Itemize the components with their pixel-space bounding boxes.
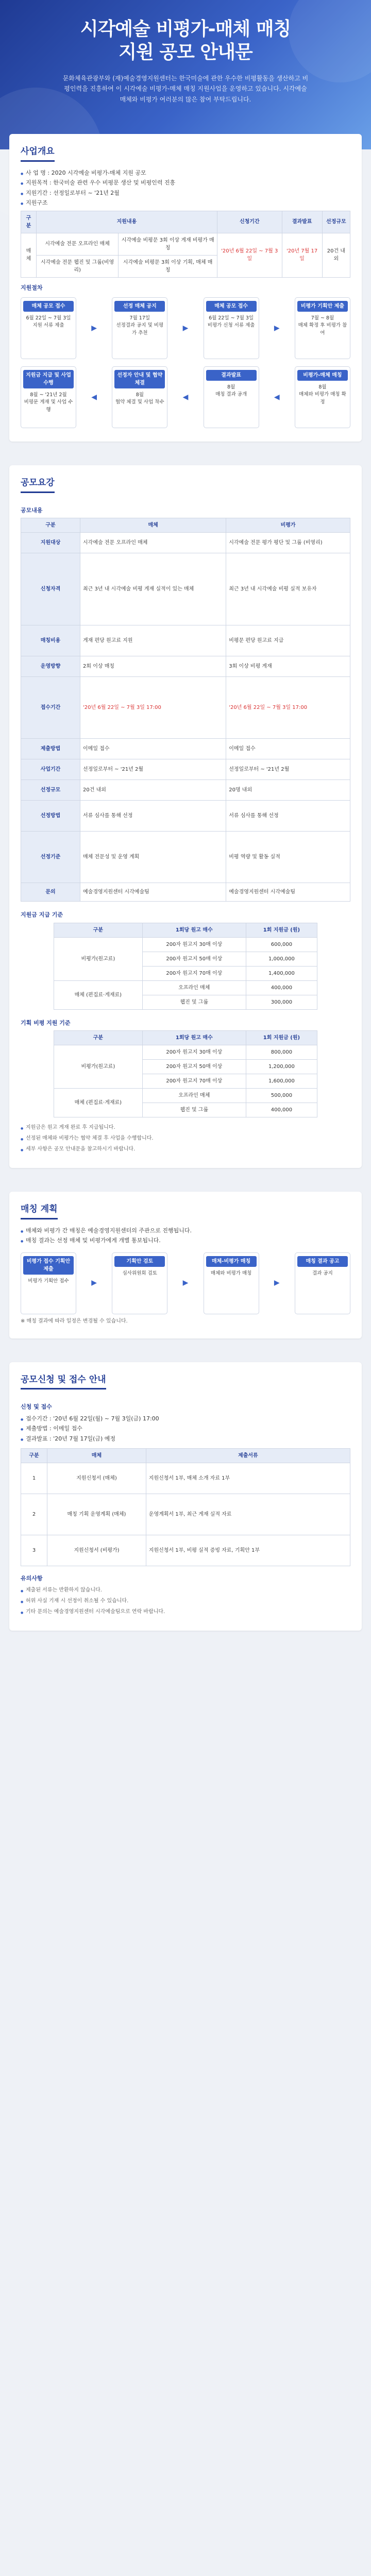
process-step	[112, 297, 167, 359]
process-step	[112, 366, 167, 428]
table-row	[21, 739, 350, 759]
step-desc: 지원 서류 제출	[32, 323, 64, 329]
table-cell: 매체 전문성 및 운영 계획	[80, 832, 226, 883]
step-title: 지원금 지급 및 사업수행	[23, 370, 74, 388]
table-cell: 비평가(원고료)	[54, 1045, 143, 1089]
row-header: 지원대상	[21, 533, 80, 553]
table-cell: 300,000	[246, 995, 317, 1009]
support-label-2: 기획 비평 지원 기준	[21, 1019, 71, 1026]
table-cell: '20년 6월 22일 ~ 7월 3일	[217, 233, 282, 277]
col-header: 매체	[47, 1449, 146, 1463]
step-date: 6월 22일 ~ 7월 3일	[209, 315, 254, 321]
table-cell: 20명 내외	[226, 780, 350, 801]
col-header: 구분	[54, 923, 143, 937]
table-cell: 3	[21, 1535, 47, 1566]
col-header: 1회 지원금 (원)	[246, 1031, 317, 1045]
process-label: 지원절차	[21, 284, 43, 291]
step-title: 매체 공모 접수	[23, 301, 74, 312]
table-cell: 비평 역량 및 활동 실적	[226, 832, 350, 883]
row-header: 선정방법	[21, 801, 80, 832]
table-row	[21, 759, 350, 780]
col-header: 비평가	[226, 518, 350, 533]
row-header: 신청자격	[21, 553, 80, 625]
row-header: 운영방향	[21, 656, 80, 677]
table-cell: 20건 내외	[322, 233, 350, 277]
table-row	[54, 1045, 317, 1060]
arrow-left-icon: ◀	[91, 393, 97, 401]
row-header: 문의	[21, 883, 80, 902]
process-flow-1	[21, 297, 350, 359]
table-cell: 지원신청서 (매체)	[47, 1463, 146, 1494]
table-row	[21, 533, 350, 553]
step-date: 8월	[318, 384, 327, 390]
table-cell: 웹진 및 그룹	[142, 1103, 246, 1117]
col-header: 지원내용	[36, 211, 217, 233]
table-cell: 400,000	[246, 980, 317, 995]
step-desc: 매칭 결과 공개	[215, 392, 247, 398]
table-cell: 2회 이상 매칭	[80, 656, 226, 677]
table-cell: 1,600,000	[246, 1074, 317, 1089]
apply-sub-2: 유의사항	[21, 1575, 43, 1582]
table-row	[21, 832, 350, 883]
col-header: 1회 지원금 (원)	[246, 923, 317, 937]
matching-step	[112, 1252, 167, 1314]
step-title: 결과발표	[206, 370, 257, 381]
step-desc: 심사위원회 검토	[122, 1270, 157, 1276]
table-cell: '20년 6월 22일 ~ 7월 3일 17:00	[226, 677, 350, 739]
step-date: 8월	[227, 384, 235, 390]
table-cell: 1	[21, 1463, 47, 1494]
arrow-right-icon: ▶	[274, 1279, 280, 1287]
table-row	[21, 656, 350, 677]
table-cell: 오프라인 매체	[142, 1089, 246, 1103]
overview-table	[21, 211, 350, 278]
table-cell: 최근 3년 내 시각예술 비평 실적 보유자	[226, 553, 350, 625]
row-header: 제출방법	[21, 739, 80, 759]
col-header: 신청기간	[217, 211, 282, 233]
table-cell: 예술경영지원센터 시각예술팀	[226, 883, 350, 902]
matching-flow	[21, 1252, 350, 1314]
arrow-right-icon: ▶	[274, 324, 280, 332]
table-cell: 매칭 기획 운영계획 (매체)	[47, 1494, 146, 1535]
table-row	[21, 677, 350, 739]
process-step	[295, 366, 350, 428]
overview-item: ● 지원구조	[21, 199, 350, 208]
table-row	[21, 233, 350, 255]
apply-heading: 공모신청 및 접수 안내	[21, 1374, 106, 1390]
table-cell: 비평문 편당 원고료 지급	[226, 625, 350, 656]
overview-heading: 사업개요	[21, 145, 55, 162]
table-row	[54, 980, 317, 995]
title-line-1: 시각예술 비평가-매체 매칭	[80, 19, 291, 40]
table-cell: 지원신청서 1부, 비평 실적 증빙 자료, 기획안 1부	[146, 1535, 350, 1566]
table-cell: 선정일로부터 ~ '21년 2월	[80, 759, 226, 780]
arrow-right-icon: ▶	[182, 324, 189, 332]
step-title: 매칭 결과 공고	[297, 1256, 348, 1267]
table-cell: 시각예술 전문 웹진 및 그룹(비영리)	[36, 255, 119, 277]
overview-card	[9, 134, 362, 442]
table-row	[21, 1535, 350, 1566]
note-item: ● 지원금은 원고 게재 완료 후 지급됩니다.	[21, 1124, 350, 1131]
matching-step	[295, 1252, 350, 1314]
row-header: 선정규모	[21, 780, 80, 801]
matching-item: ● 매체와 비평가 간 매칭은 예술경영지원센터의 주관으로 진행됩니다.	[21, 1227, 350, 1235]
step-title: 비평가-매체 매칭	[297, 370, 348, 381]
table-row	[21, 625, 350, 656]
table-cell: 이메일 접수	[226, 739, 350, 759]
process-step	[295, 297, 350, 359]
table-cell: 매체 (편집료·게재료)	[54, 1089, 143, 1117]
recruit-notes	[21, 1124, 350, 1153]
apply-sub-1: 신청 및 접수	[21, 1403, 52, 1410]
step-title: 매체-비평가 매칭	[206, 1256, 257, 1267]
table-cell: 1,000,000	[246, 952, 317, 966]
table-cell: 오프라인 매체	[142, 980, 246, 995]
col-header: 결과발표	[282, 211, 322, 233]
document-table	[21, 1448, 350, 1566]
title-line-2: 지원 공모 안내문	[119, 42, 252, 63]
matching-heading: 매칭 계획	[21, 1203, 58, 1219]
step-desc: 결과 공지	[312, 1270, 333, 1276]
matching-step	[21, 1252, 76, 1314]
step-desc: 비평가 기획안 접수	[28, 1278, 69, 1284]
col-header: 제출서류	[146, 1449, 350, 1463]
table-cell: 지원신청서 (비평가)	[47, 1535, 146, 1566]
col-header: 구분	[21, 211, 37, 233]
recruit-card	[9, 465, 362, 1168]
overview-list	[21, 169, 350, 208]
table-row	[21, 1463, 350, 1494]
apply-item: ● 결과발표 : '20년 7월 17일(금) 예정	[21, 1435, 350, 1444]
process-step	[204, 297, 259, 359]
table-cell: 운영계획서 1부, 최근 게재 실적 자료	[146, 1494, 350, 1535]
note-item: ● 허위 사실 기재 시 선정이 취소될 수 있습니다.	[21, 1597, 350, 1605]
row-header: 선정기준	[21, 832, 80, 883]
support-label: 지원금 지급 기준	[21, 911, 63, 918]
note-item: ● 제출된 서류는 반환하지 않습니다.	[21, 1586, 350, 1594]
process-step	[21, 297, 76, 359]
step-desc: 협약 체결 및 사업 착수	[115, 399, 164, 405]
apply-list	[21, 1415, 350, 1444]
step-desc: 비평가 신청 서류 제출	[207, 323, 255, 329]
matching-list	[21, 1227, 350, 1245]
support-table-2	[54, 1030, 317, 1117]
col-header: 1회당 원고 매수	[142, 1031, 246, 1045]
matching-step	[204, 1252, 259, 1314]
arrow-left-icon: ◀	[182, 393, 189, 401]
col-header: 매체	[80, 518, 226, 533]
recruit-table	[21, 518, 350, 902]
table-cell: 1,400,000	[246, 966, 317, 980]
table-cell: 매체	[21, 233, 37, 277]
table-cell: 600,000	[246, 937, 317, 952]
table-cell: '20년 6월 22일 ~ 7월 3일 17:00	[80, 677, 226, 739]
col-header: 구분	[54, 1031, 143, 1045]
step-desc: 선정결과 공지 및 비평가 추천	[116, 323, 164, 336]
table-row	[21, 553, 350, 625]
table-cell: 이메일 접수	[80, 739, 226, 759]
table-cell: 시각예술 비평문 3회 이상 기획, 매체 매칭	[119, 255, 217, 277]
step-title: 비평가 기획안 제출	[297, 301, 348, 312]
note-item: ● 선정된 매체와 비평가는 협약 체결 후 사업을 수행합니다.	[21, 1134, 350, 1142]
table-cell: 게재 편당 원고료 지원	[80, 625, 226, 656]
arrow-right-icon: ▶	[91, 324, 97, 332]
hero-banner	[0, 0, 371, 149]
step-desc: 비평문 게재 및 사업 수행	[24, 399, 73, 413]
table-cell: 서류 심사를 통해 선정	[226, 801, 350, 832]
table-cell: 200자 원고지 50매 이상	[142, 1060, 246, 1074]
arrow-right-icon: ▶	[182, 1279, 189, 1287]
recruit-heading: 공모요강	[21, 477, 55, 493]
overview-item: ● 지원기간 : 선정일로부터 ~ '21년 2월	[21, 189, 350, 198]
table-cell: 200자 원고지 70매 이상	[142, 1074, 246, 1089]
table-cell: 3회 이상 비평 게재	[226, 656, 350, 677]
arrow-right-icon: ▶	[91, 1279, 97, 1287]
apply-notes	[21, 1586, 350, 1616]
section-label: 공모내용	[21, 506, 43, 514]
table-row	[21, 883, 350, 902]
table-cell: 웹진 및 그룹	[142, 995, 246, 1009]
matching-footnote: ※ 매칭 결과에 따라 일정은 변경될 수 있습니다.	[21, 1318, 128, 1324]
step-date: 7월 ~ 8월	[311, 315, 334, 321]
table-cell: 시각예술 전문 오프라인 매체	[36, 233, 119, 255]
table-cell: 20건 내외	[80, 780, 226, 801]
col-header: 구분	[21, 518, 80, 533]
table-cell: 시각예술 전문 평가 평단 및 그룹 (비영리)	[226, 533, 350, 553]
overview-item: ● 사 업 명 : 2020 시각예술 비평가-매체 지원 공모	[21, 169, 350, 178]
table-cell: 400,000	[246, 1103, 317, 1117]
apply-item: ● 제출방법 : 이메일 접수	[21, 1425, 350, 1433]
table-cell: 시각예술 전문 오프라인 매체	[80, 533, 226, 553]
table-row	[21, 780, 350, 801]
table-cell: 최근 3년 내 시각예술 비평 게재 실적이 있는 매체	[80, 553, 226, 625]
table-row	[54, 937, 317, 952]
table-cell: 예술경영지원센터 시각예술팀	[80, 883, 226, 902]
step-title: 기획안 검토	[114, 1256, 165, 1267]
step-date: 6월 22일 ~ 7월 3일	[26, 315, 71, 321]
step-title: 선정자 안내 및 협약 체결	[114, 370, 165, 388]
table-cell: 선정일로부터 ~ '21년 2월	[226, 759, 350, 780]
col-header: 1회당 원고 매수	[142, 923, 246, 937]
table-cell: 지원신청서 1부, 매체 소개 자료 1부	[146, 1463, 350, 1494]
table-cell: 200자 원고지 70매 이상	[142, 966, 246, 980]
hero-intro: 문화체육관광부와 (재)예술경영지원센터는 한국미술에 관한 우수한 비평활동을 생산하고 비평인력을 진흥하여 이 시각예술 비평가-매체 매칭 지원사업을 운영하고 있습니다. 시각예술 매체와 비평가 여러분의 많은 참여 부탁드립니다.	[62, 75, 309, 103]
apply-item: ● 접수기간 : '20년 6월 22일(월) ~ 7월 3일(금) 17:00	[21, 1415, 350, 1423]
row-header: 매칭비용	[21, 625, 80, 656]
step-date: 7월 17일	[129, 315, 150, 321]
table-row	[54, 1089, 317, 1103]
table-cell: 200자 원고지 50매 이상	[142, 952, 246, 966]
page-title	[0, 18, 371, 64]
apply-card	[9, 1362, 362, 1631]
col-header: 구분	[21, 1449, 47, 1463]
table-cell: '20년 7월 17일	[282, 233, 322, 277]
arrow-left-icon: ◀	[274, 393, 280, 401]
table-row	[21, 801, 350, 832]
process-step	[21, 366, 76, 428]
table-row	[21, 1494, 350, 1535]
step-desc: 매체와 비평가 매칭	[210, 1270, 252, 1276]
step-date: 8월 ~ '21년 2월	[30, 392, 67, 398]
table-cell: 1,200,000	[246, 1060, 317, 1074]
row-header: 사업기간	[21, 759, 80, 780]
note-item: ● 기타 문의는 예술경영지원센터 시각예술팀으로 연락 바랍니다.	[21, 1608, 350, 1616]
table-cell: 서류 심사를 통해 선정	[80, 801, 226, 832]
row-header: 접수기간	[21, 677, 80, 739]
step-title: 매체 공모 접수	[206, 301, 257, 312]
table-cell: 500,000	[246, 1089, 317, 1103]
step-date: 8월	[136, 392, 144, 398]
matching-item: ● 매칭 결과는 선정 매체 및 비평가에게 개별 통보됩니다.	[21, 1236, 350, 1245]
table-cell: 2	[21, 1494, 47, 1535]
table-cell: 매체 (편집료·게재료)	[54, 980, 143, 1009]
table-cell: 시각예술 비평문 3회 이상 게재 비평가 매칭	[119, 233, 217, 255]
step-desc: 매체 확정 후 비평가 참여	[298, 323, 347, 336]
table-cell: 비평가(원고료)	[54, 937, 143, 980]
step-title: 비평가 접수 기획안 제출	[23, 1256, 74, 1275]
step-title: 선정 매체 공지	[114, 301, 165, 312]
table-cell: 800,000	[246, 1045, 317, 1060]
table-cell: 200자 원고지 30매 이상	[142, 1045, 246, 1060]
support-table	[54, 923, 317, 1010]
process-flow-2	[21, 366, 350, 428]
note-item: ● 세부 사항은 공모 안내문을 참고하시기 바랍니다.	[21, 1145, 350, 1153]
matching-card	[9, 1192, 362, 1338]
overview-item: ● 지원목적 : 한국미술 관련 우수 비평문 생산 및 비평인력 진흥	[21, 179, 350, 188]
process-step	[204, 366, 259, 428]
step-desc: 매체와 비평가 매칭 확정	[299, 392, 346, 405]
table-cell: 200자 원고지 30매 이상	[142, 937, 246, 952]
col-header: 선정규모	[322, 211, 350, 233]
